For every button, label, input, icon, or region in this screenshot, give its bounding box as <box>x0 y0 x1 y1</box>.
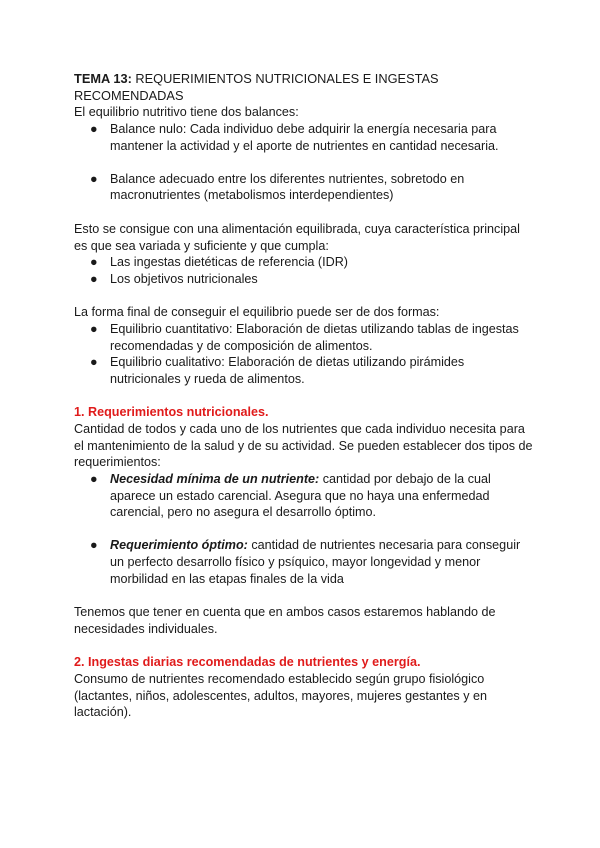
section-2-heading: 2. Ingestas diarias recomendadas de nutrientes y energía. <box>74 655 421 669</box>
list-item <box>74 171 534 204</box>
list-item-text: Equilibrio cualitativo: Elaboración de dietas utilizando pirámides nutricionales y rueda de alimentos. <box>110 355 465 386</box>
bullet-icon: ● <box>90 355 98 370</box>
intro-bullet-list <box>74 121 534 204</box>
list-item-text: Las ingestas dietéticas de referencia (IDR) <box>110 255 348 269</box>
list-item-text: Equilibrio cuantitativo: Elaboración de dietas utilizando tablas de ingestas recomendadas y de composición de alimentos. <box>110 322 519 353</box>
section-2-body: Consumo de nutrientes recomendado establecido según grupo fisiológico (lactantes, niños, adolescentes, adultos, mayores, mujeres gestantes y en lactación). <box>74 672 488 720</box>
list-item-text: cantidad por debajo de la cual aparece un estado carencial. Asegura que no haya una enfermedad carencial, pero no asegura el desarrollo óptimo. <box>110 472 491 520</box>
list-item <box>74 471 534 521</box>
bullet-icon: ● <box>90 271 98 286</box>
list-spacer <box>74 154 534 171</box>
requirements-bullet-list <box>74 471 534 587</box>
section-1-closing: Tenemos que tener en cuenta que en ambos casos estaremos hablando de necesidades individuales. <box>74 605 496 636</box>
section-1-heading: 1. Requerimientos nutricionales. <box>74 405 269 419</box>
term-label: Necesidad mínima de un nutriente: <box>110 472 320 486</box>
bullet-icon: ● <box>90 538 98 553</box>
term-label: Requerimiento óptimo: <box>110 538 248 553</box>
diet-bullet-list <box>74 254 534 287</box>
document-title <box>74 71 534 104</box>
bullet-icon: ● <box>90 171 98 186</box>
list-item-text: Balance nulo: Cada individuo debe adquirir la energía necesaria para mantener la actividad y el aporte de nutrientes en cantidad necesaria. <box>110 122 499 153</box>
list-item <box>74 537 534 587</box>
list-item-text: cantidad de nutrientes necesaria para conseguir un perfecto desarrollo físico y psíquico, mayor longevidad y menor morbilidad en las etapas finales de la vida <box>110 538 521 586</box>
list-item-text: Balance adecuado entre los diferentes nutrientes, sobretodo en macronutrientes (metabolismos interdependientes) <box>110 171 465 203</box>
forms-lead: La forma final de conseguir el equilibrio puede ser de dos formas: <box>74 305 440 319</box>
bullet-icon: ● <box>90 255 98 269</box>
list-spacer <box>74 521 534 538</box>
list-item <box>74 121 534 154</box>
bullet-icon: ● <box>90 322 98 336</box>
forms-bullet-list <box>74 321 534 387</box>
list-item <box>74 321 534 354</box>
diet-lead: Esto se consigue con una alimentación equilibrada, cuya característica principal es que sea variada y suficiente y que cumpla: <box>74 222 520 253</box>
list-item <box>74 271 534 288</box>
list-item <box>74 354 534 387</box>
bullet-icon: ● <box>90 122 98 136</box>
bullet-icon: ● <box>90 472 98 486</box>
title-prefix: TEMA 13: <box>74 71 132 86</box>
intro-lead: El equilibrio nutritivo tiene dos balances: <box>74 105 299 119</box>
list-item-text: Los objetivos nutricionales <box>110 271 258 286</box>
section-1-body: Cantidad de todos y cada uno de los nutrientes que cada individuo necesita para el mantenimiento de la salud y de su actividad. Se pueden establecer dos tipos de requerimientos: <box>74 422 533 470</box>
title-text: REQUERIMIENTOS NUTRICIONALES E INGESTAS RECOMENDADAS <box>74 71 439 103</box>
list-item <box>74 254 534 271</box>
